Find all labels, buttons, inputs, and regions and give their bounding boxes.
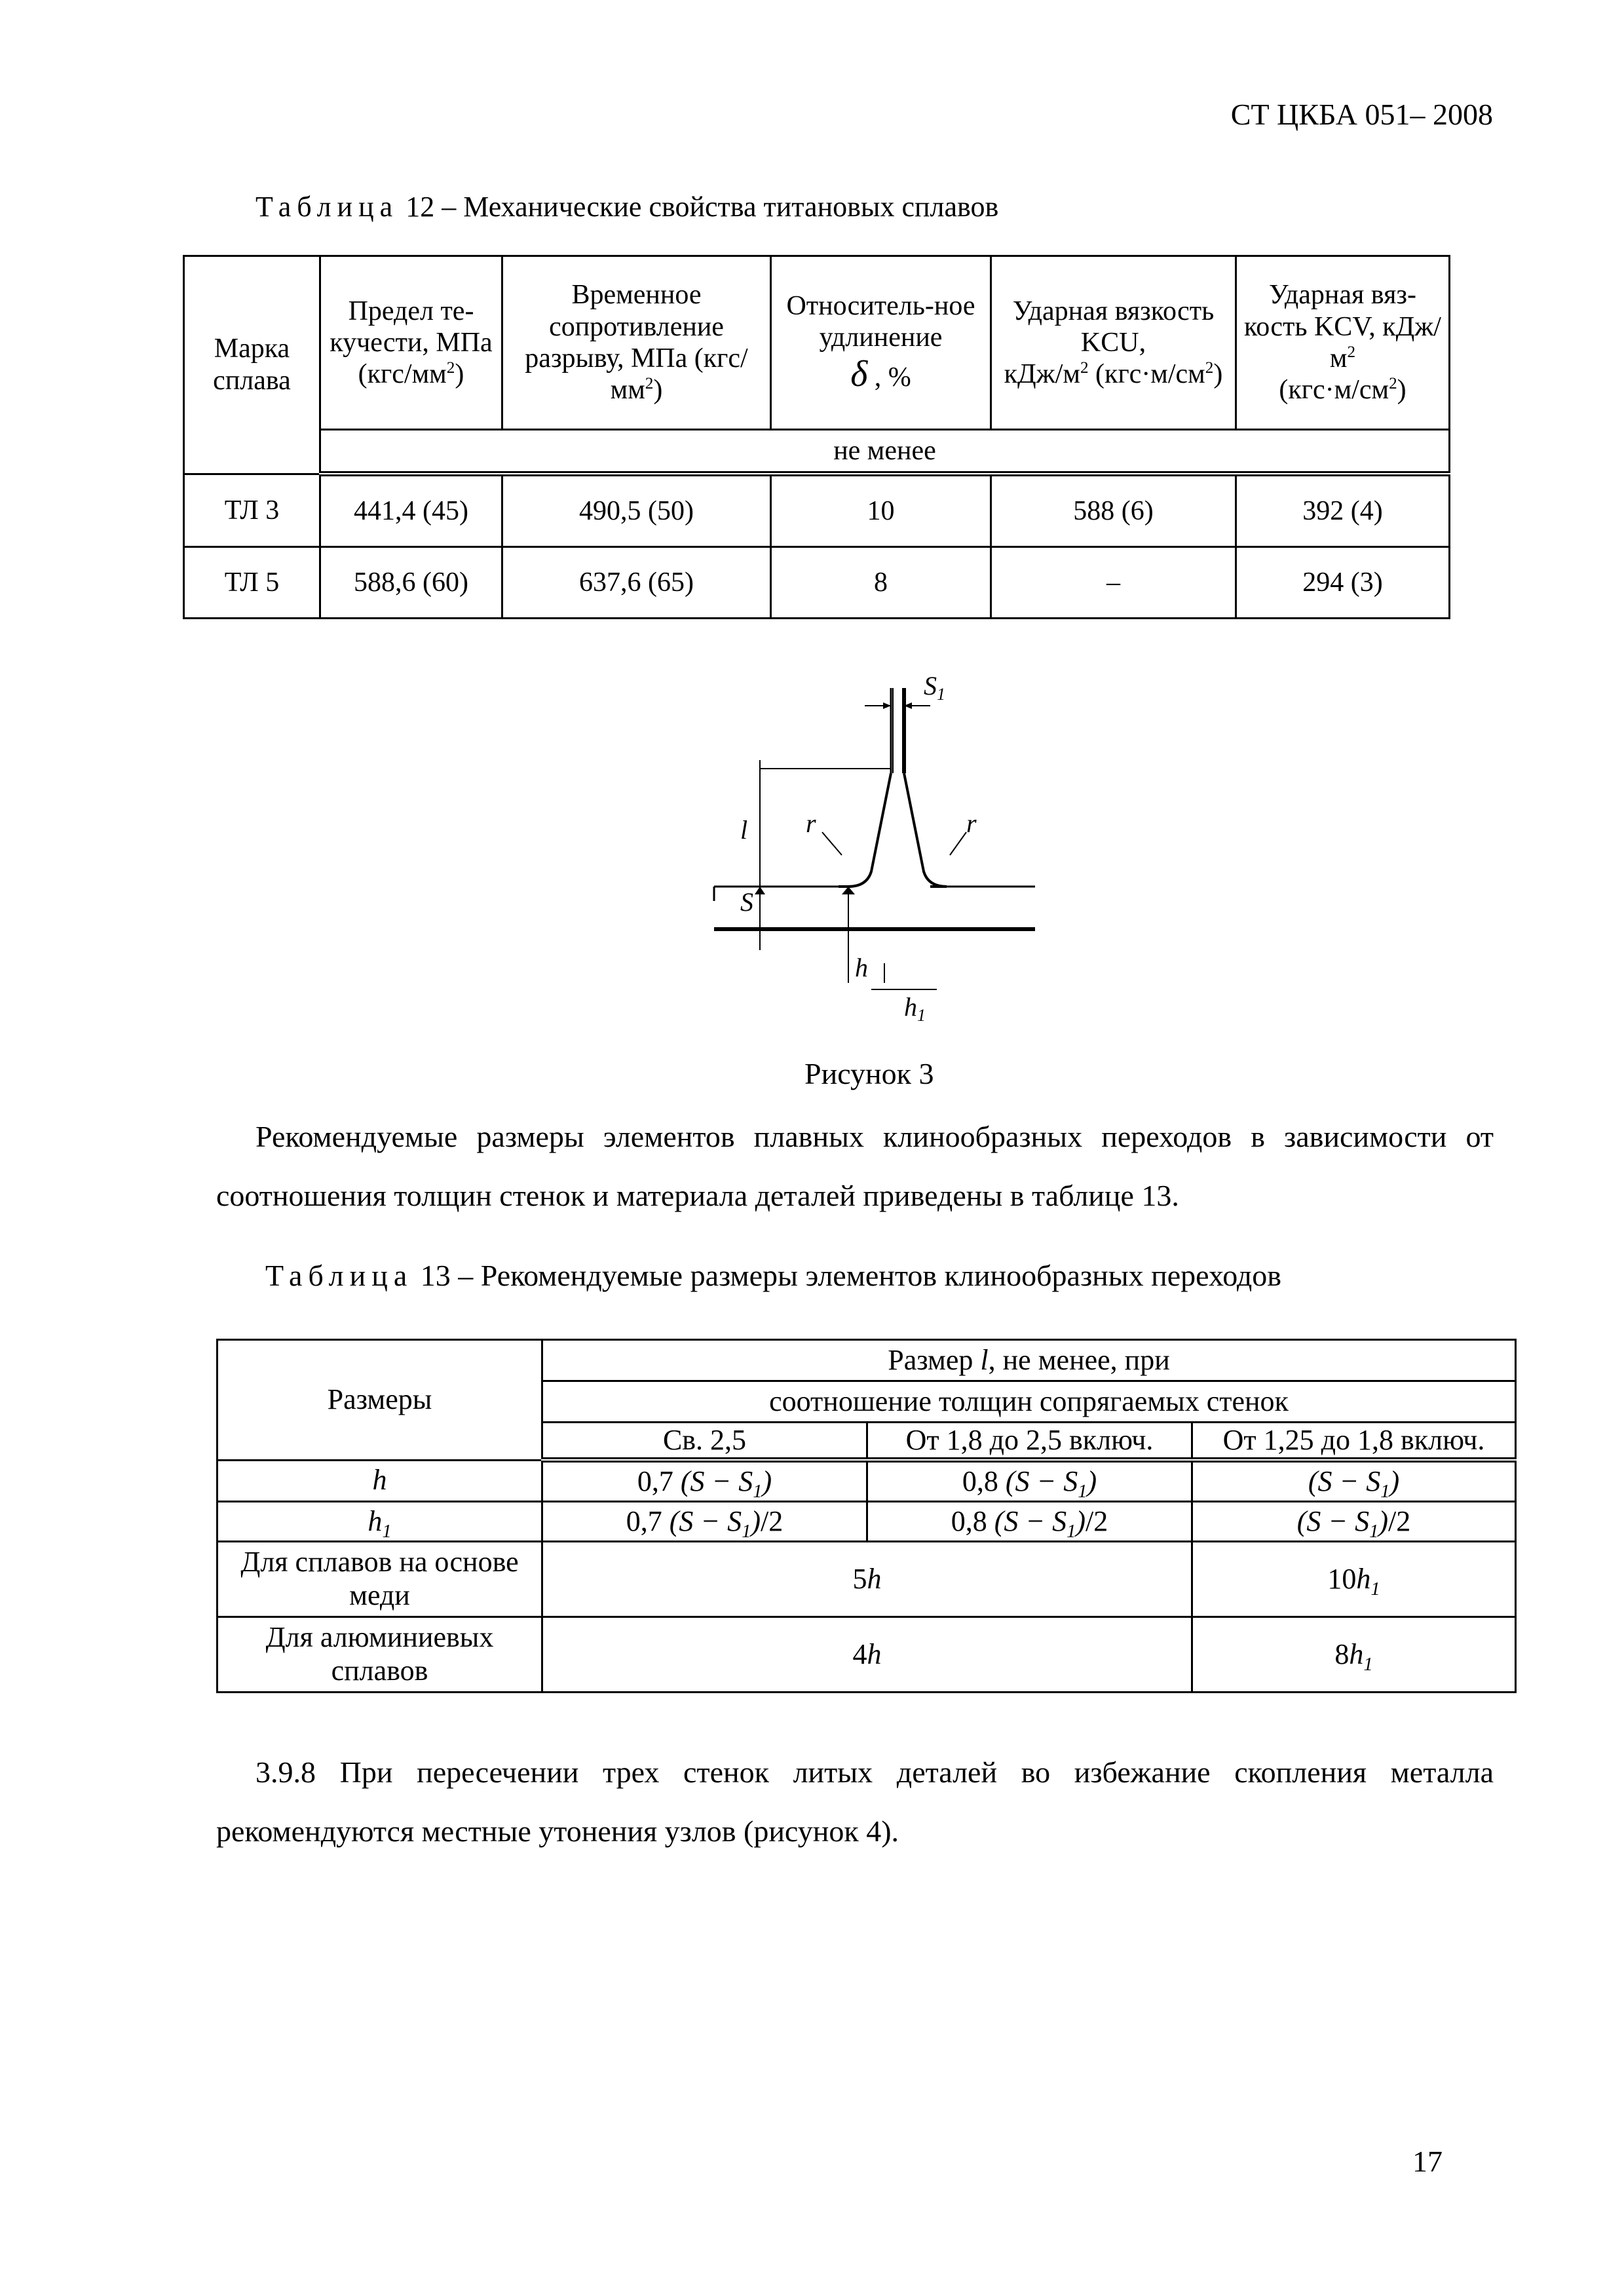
label-h1: $h_1$: [904, 992, 926, 1025]
page-number: 17: [1412, 2145, 1443, 2178]
cell-grade: ТЛ 3: [184, 474, 320, 547]
paragraph-recommended-sizes: Рекомендуемые размеры элементов плавных клинообразных переходов в зависимости от соотношения толщин стенок и материала деталей приведены в таблице 13.: [216, 1120, 1494, 1212]
table13-caption-label: Таблица: [265, 1259, 413, 1292]
row-aluminium-label: Для алюминиевых сплавов: [217, 1617, 542, 1693]
figure-3-caption: Рисунок 3: [804, 1057, 934, 1090]
header-grade: Марка сплава: [184, 256, 320, 474]
header-size-l: Размер l, не менее, при: [542, 1340, 1516, 1381]
table12-caption: [255, 190, 998, 223]
figure-3-wedge-transition-drawing: [708, 675, 1074, 1042]
cell-copper-val2: $10h_1$: [1192, 1542, 1516, 1617]
table-row: [217, 1542, 1516, 1617]
cell-kcv: 294 (3): [1236, 547, 1450, 619]
table-13-wedge-transition-sizes: [216, 1339, 1517, 1693]
cell-h1-c2: 0,8 $(S - S_1)/2$: [867, 1502, 1192, 1542]
header-range-1: Св. 2,5: [542, 1423, 867, 1461]
header-sizes: Размеры: [217, 1340, 542, 1461]
cell-kcu: –: [991, 547, 1236, 619]
header-kcu: Ударная вязкость KCU, кДж/$м^2$ $(кгс\cdot м/см^2)$: [991, 256, 1236, 430]
cell-yield: 588,6 (60): [320, 547, 502, 619]
header-yield: Предел те-кучести, МПа $(кгс/мм^2)$: [320, 256, 502, 430]
table12-caption-text: 12 – Механические свойства титановых сплавов: [398, 191, 999, 223]
cell-tensile: 637,6 (65): [502, 547, 771, 619]
label-S: S: [740, 887, 753, 917]
header-elongation: Относитель-ное удлинение δ , %: [771, 256, 991, 430]
label-S1: $S_1$: [924, 675, 945, 704]
table12-caption-label: Таблица: [255, 191, 399, 223]
cell-kcv: 392 (4): [1236, 474, 1450, 547]
header-tensile: Временное сопротивление разрыву, МПа $(кгс/мм^2)$: [502, 256, 771, 430]
header-kcv: Ударная вяз-кость KCV, кДж/$м^2$ $(кгс\cdot м/см^2)$: [1236, 256, 1450, 430]
cell-yield: 441,4 (45): [320, 474, 502, 547]
cell-h-c2: 0,8 $(S - S_1)$: [867, 1460, 1192, 1502]
table-12-mechanical-properties: [183, 255, 1450, 619]
row-h-label: h: [217, 1460, 542, 1502]
wedge-right-side: [904, 773, 947, 887]
cell-elongation: 8: [771, 547, 991, 619]
table13-caption: [265, 1258, 1281, 1293]
table13-caption-text: 13 – Рекомендуемые размеры элементов клинообразных переходов: [413, 1259, 1282, 1292]
cell-h1-c1: 0,7 $(S - S_1)/2$: [542, 1502, 867, 1542]
radius-leader-left: [822, 832, 842, 855]
cell-h-c1: 0,7 $(S - S_1)$: [542, 1460, 867, 1502]
table-row: [184, 474, 1450, 547]
row-copper-label: Для сплавов на основе меди: [217, 1542, 542, 1617]
table-row: [184, 547, 1450, 619]
paragraph-3-9-8: 3.9.8 При пересечении трех стенок литых деталей во избежание скопления металла рекомендуются местные утонения узлов (рисунок 4).: [216, 1755, 1494, 1848]
header-range-2: От 1,8 до 2,5 включ.: [867, 1423, 1192, 1461]
label-r-right: r: [966, 809, 977, 838]
cell-tensile: 490,5 (50): [502, 474, 771, 547]
radius-leader-right: [950, 832, 966, 855]
table-row: [217, 1617, 1516, 1693]
cell-h1-c3: $(S - S_1)/2$: [1192, 1502, 1516, 1542]
label-r-left: r: [806, 809, 816, 838]
label-l: l: [740, 815, 748, 845]
not-less-label: не менее: [320, 430, 1450, 474]
cell-kcu: 588 (6): [991, 474, 1236, 547]
cell-al-val2: $8h_1$: [1192, 1617, 1516, 1693]
header-ratio: соотношение толщин сопрягаемых стенок: [542, 1381, 1516, 1423]
row-h1-label: $h_1$: [217, 1502, 542, 1542]
label-h: h: [855, 953, 868, 982]
cell-elongation: 10: [771, 474, 991, 547]
header-range-3: От 1,25 до 1,8 включ.: [1192, 1423, 1516, 1461]
table-row: [217, 1502, 1516, 1542]
cell-grade: ТЛ 5: [184, 547, 320, 619]
document-code-header: СТ ЦКБА 051– 2008: [1230, 98, 1493, 131]
table-row: [217, 1460, 1516, 1502]
cell-al-val1: 4h: [542, 1617, 1192, 1693]
cell-copper-val1: 5h: [542, 1542, 1192, 1617]
wedge-left-side: [839, 773, 891, 887]
cell-h-c3: $(S - S_1)$: [1192, 1460, 1516, 1502]
